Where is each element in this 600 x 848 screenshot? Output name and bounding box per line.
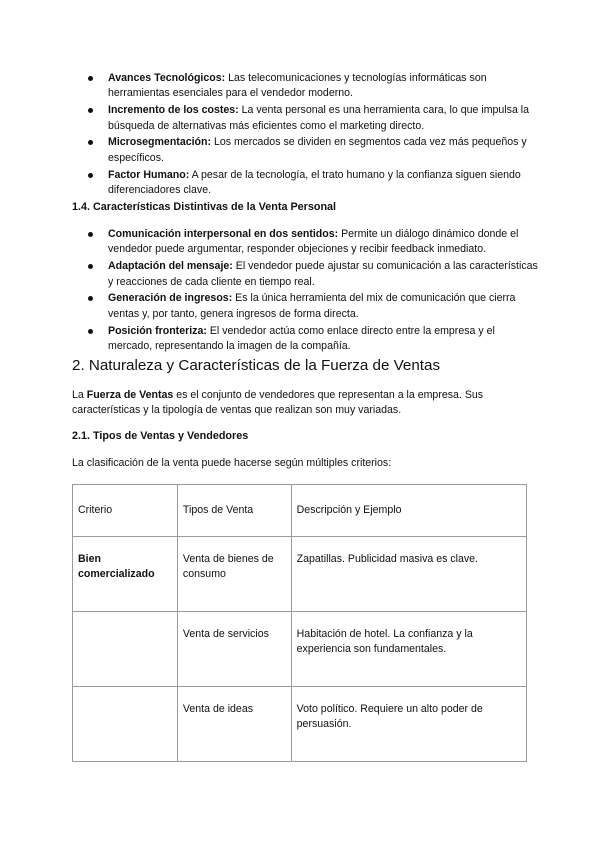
item-term: Comunicación interpersonal en dos sentidos: (108, 228, 339, 240)
table-row (73, 612, 527, 687)
header-tipos: Tipos de Venta (177, 485, 291, 537)
criterio-text: Bien comercializado (78, 553, 155, 581)
section-heading-1-4: 1.4. Características Distintivas de la Venta Personal (72, 201, 337, 213)
bullet-icon (88, 140, 93, 145)
cell-descripcion: Zapatillas. Publicidad masiva es clave. (291, 537, 526, 612)
cell-descripcion: Habitación de hotel. La confianza y la experiencia son fundamentales. (291, 612, 526, 687)
list-item (108, 227, 538, 258)
bullet-icon (88, 232, 93, 237)
cell-criterio (73, 612, 178, 687)
item-text: El vendedor puede ajustar su comunicación a las características y reacciones de cada cliente en tiempo real. (108, 260, 538, 288)
cell-criterio (73, 537, 178, 612)
item-term: Adaptación del mensaje: (108, 260, 233, 273)
list-item (108, 168, 538, 199)
header-criterio: Criterio (73, 485, 178, 537)
cell-tipo: Venta de ideas (177, 687, 291, 762)
header-descripcion: Descripción y Ejemplo (291, 485, 526, 537)
item-term: Incremento de los costes: (108, 104, 239, 117)
list-item (108, 259, 538, 290)
item-text: Es la única herramienta del mix de comunicación que cierra ventas y, por tanto, genera ingresos de forma directa. (108, 292, 516, 320)
intro-before: La (72, 389, 87, 401)
item-text: Los mercados se dividen en segmentos cada vez más pequeños y específicos. (108, 136, 527, 164)
bullet-icon (88, 108, 93, 113)
list-item (108, 103, 538, 134)
bullet-icon (88, 264, 93, 269)
list-item (108, 135, 538, 166)
table-row (73, 537, 527, 612)
cell-descripcion: Voto político. Requiere un alto poder de persuasión. (291, 687, 526, 762)
sales-types-table (72, 484, 527, 762)
bullet-list-trends (108, 71, 538, 200)
item-text: Las telecomunicaciones y tecnologías informáticas son herramientas esenciales para el vendedor moderno. (108, 72, 487, 100)
item-text: Permite un diálogo dinámico donde el vendedor puede argumentar, responder objeciones y recibir feedback inmediato. (108, 228, 519, 256)
bullet-icon (88, 76, 93, 81)
item-text: El vendedor actúa como enlace directo entre la empresa y el mercado, representando la imagen de la compañía. (108, 324, 495, 353)
intro-bold-term: Fuerza de Ventas (86, 389, 174, 401)
bullet-icon (88, 329, 93, 334)
intro-after: es el conjunto de vendedores que representan a la empresa. Sus características y la tipología de ventas que realizan son muy variadas. (72, 389, 484, 417)
table-row (73, 687, 527, 762)
bullet-icon (88, 296, 93, 301)
item-term: Factor Humano: (108, 168, 190, 181)
list-item (108, 71, 538, 102)
list-item (108, 291, 538, 322)
section-heading-2-1: 2.1. Tipos de Ventas y Vendedores (72, 430, 249, 442)
item-term: Microsegmentación: (108, 136, 212, 149)
cell-tipo: Venta de servicios (177, 612, 291, 687)
cell-criterio (73, 687, 178, 762)
cell-tipo: Venta de bienes de consumo (177, 537, 291, 612)
section-heading-2: 2. Naturaleza y Características de la Fuerza de Ventas (72, 357, 441, 374)
table-intro-paragraph: La clasificación de la venta puede hacerse según múltiples criterios: (72, 457, 392, 469)
item-text: A pesar de la tecnología, el trato humano y la confianza siguen siendo diferenciadores clave. (108, 168, 521, 197)
bullet-list-characteristics (108, 227, 538, 356)
table-header-row (73, 485, 527, 537)
bullet-icon (88, 173, 93, 178)
list-item (108, 324, 538, 355)
intro-paragraph (72, 388, 532, 419)
item-term: Generación de ingresos: (108, 292, 233, 305)
item-term: Posición fronteriza: (108, 324, 207, 337)
item-text: La venta personal es una herramienta cara, lo que impulsa la búsqueda de alternativas más eficientes como el marketing directo. (108, 104, 530, 132)
item-term: Avances Tecnológicos: (108, 72, 226, 84)
